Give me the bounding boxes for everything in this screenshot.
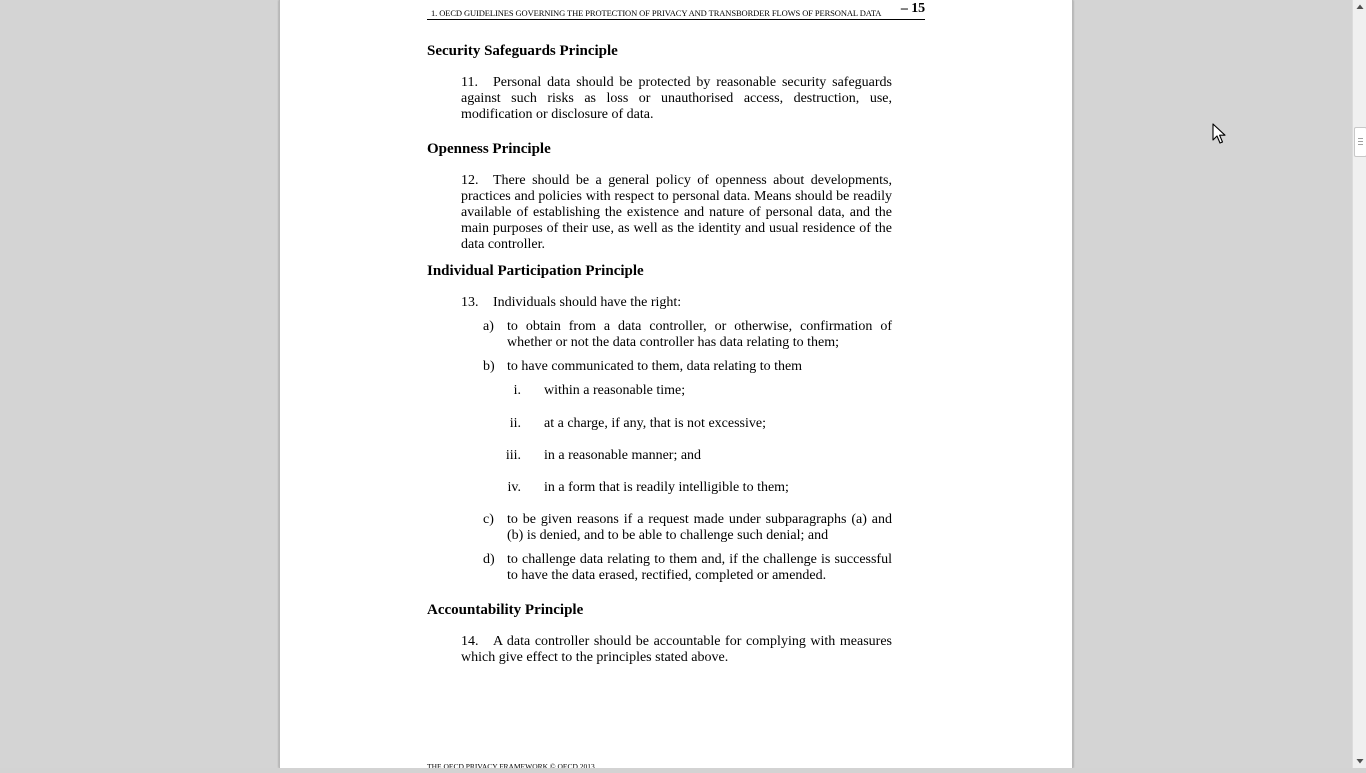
sub-item-text: at a charge, if any, that is not excessive;	[544, 416, 766, 431]
list-item-label: c)	[483, 512, 494, 527]
list-item-label: d)	[483, 552, 495, 567]
sub-item-label: iii.	[505, 448, 521, 463]
list-item-label: b)	[483, 359, 495, 374]
page-number-value: 15	[911, 1, 925, 16]
paragraph-11	[461, 75, 892, 123]
vertical-scrollbar[interactable]	[1352, 0, 1366, 768]
list-item-c	[483, 512, 892, 544]
scroll-up-arrow-icon[interactable]	[1353, 0, 1366, 14]
paragraph-text: A data controller should be accountable for complying with measures which give effect to the principles stated above.	[461, 634, 892, 665]
paragraph-number: 11.	[461, 75, 478, 90]
paragraph-12	[461, 173, 892, 253]
sub-item-label: i.	[513, 383, 521, 398]
heading-individual-participation: Individual Participation Principle	[427, 263, 644, 279]
running-head-text: 1. OECD GUIDELINES GOVERNING THE PROTECTION OF PRIVACY AND TRANSBORDER FLOWS OF PERSONAL DATA	[431, 8, 882, 18]
heading-security-safeguards: Security Safeguards Principle	[427, 43, 618, 59]
list-item-text: to challenge data relating to them and, if the challenge is successful to have the data erased, rectified, completed or amended.	[507, 552, 892, 583]
paragraph-14	[461, 634, 892, 666]
paragraph-number: 12.	[461, 173, 479, 188]
sub-item-text: in a reasonable manner; and	[544, 448, 702, 463]
sub-item-label: ii.	[509, 416, 521, 431]
running-head	[427, 1, 925, 20]
list-item-label: a)	[483, 319, 494, 334]
document-page	[279, 0, 1073, 768]
list-item-a	[483, 319, 892, 351]
list-item-text: to be given reasons if a request made under subparagraphs (a) and (b) is denied, and to be able to challenge such denial; and	[507, 512, 892, 543]
heading-openness: Openness Principle	[427, 141, 551, 157]
sub-item-text: in a form that is readily intelligible to them;	[544, 480, 789, 495]
scrollbar-thumb[interactable]	[1354, 127, 1366, 157]
sub-item-label: iv.	[507, 480, 521, 495]
heading-accountability: Accountability Principle	[427, 602, 584, 618]
paragraph-text: There should be a general policy of openness about developments, practices and policies with respect to personal data. Means should be readily available of establishing the existence and nature of personal data, and the main purposes of their use, as well as the identity and usual residence of the data controller.	[461, 173, 892, 252]
paragraph-13	[461, 295, 892, 311]
mouse-pointer-icon	[1212, 123, 1226, 145]
running-head-separator: –	[900, 1, 908, 16]
paragraph-number: 14.	[461, 634, 479, 649]
list-item-text: to have communicated to them, data relating to them	[507, 359, 803, 374]
scroll-down-arrow-icon[interactable]	[1353, 754, 1366, 768]
list-item-d	[483, 552, 892, 584]
sub-item-text: within a reasonable time;	[544, 383, 686, 398]
paragraph-number: 13.	[461, 295, 479, 310]
page-footer: THE OECD PRIVACY FRAMEWORK © OECD 2013	[427, 762, 595, 768]
paragraph-text: Individuals should have the right:	[493, 295, 682, 310]
list-item-b	[483, 359, 892, 375]
paragraph-text: Personal data should be protected by reasonable security safeguards against such risks as loss or unauthorised access, destruction, use, modification or disclosure of data.	[461, 75, 892, 122]
list-item-text: to obtain from a data controller, or otherwise, confirmation of whether or not the data controller has data relating to them;	[507, 319, 892, 350]
page-number	[901, 2, 925, 16]
